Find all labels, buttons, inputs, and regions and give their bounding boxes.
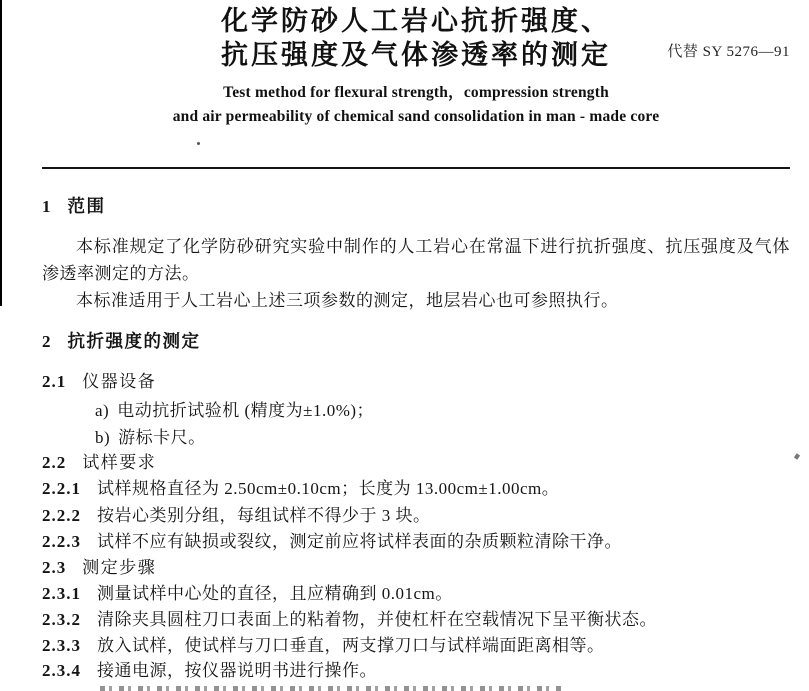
scan-speck [197,142,200,145]
item-2-2-3-text: 试样不应有缺损或裂纹，测定前应将试样表面的杂质颗粒清除干净。 [97,532,622,551]
scan-speck [794,453,800,459]
section-1-paragraph-2: 本标准适用于人工岩心上述三项参数的测定，地层岩心也可参照执行。 [76,291,619,310]
item-2-2-2-number: 2.2.2 [42,506,81,525]
clause-2-2-heading [42,450,790,476]
item-2-3-1-text: 测量试样中心处的直径，且应精确到 0.01cm。 [97,584,453,603]
section-2-heading [42,328,790,355]
scan-edge-artifact [0,0,2,306]
list-item-b-text: 游标卡尺。 [118,428,206,447]
item-2-3-2-text: 清除夹具圆柱刀口表面上的粘着物，并使杠杆在空载情况下呈平衡状态。 [97,610,657,629]
clause-2-3-number: 2.3 [42,558,67,577]
item-2-3-4 [42,658,790,684]
section-1-heading [42,193,790,220]
item-2-3-4-text: 接通电源，按仪器说明书进行操作。 [97,661,377,680]
section-1-number: 1 [42,197,52,216]
header-divider-rule [42,167,790,169]
list-item-a-label: a) [95,401,110,420]
section-1-title: 范围 [67,196,106,216]
document-title-en-line1: Test method for flexural strength，compression strength [223,84,609,101]
item-2-3-3-text: 放入试样，使试样与刀口垂直，两支撑刀口与试样端面距离相等。 [97,636,605,655]
list-item-a-text: 电动抗折试验机 (精度为±1.0%)； [117,401,375,420]
item-2-2-1-number: 2.2.1 [42,479,81,498]
item-2-3-1 [42,581,790,607]
clause-2-2-title: 试样要求 [82,453,157,472]
item-2-3-4-number: 2.3.4 [42,661,81,680]
item-2-3-1-number: 2.3.1 [42,584,81,603]
item-2-2-3-number: 2.2.3 [42,532,81,551]
document-title-cn-line1: 化学防砂人工岩心抗折强度、 [221,6,611,36]
section-1-paragraph-1: 本标准规定了化学防砂研究实验中制作的人工岩心在常温下进行抗折强度、抗压强度及气体渗透率测定的方法。 [42,237,790,283]
clause-2-1-heading [42,369,790,395]
item-2-2-2-text: 按岩心类别分组，每组试样不得少于 3 块。 [97,506,431,525]
document-title-cn-line2: 抗压强度及气体渗透率的测定 [221,40,611,70]
item-2-3-2-number: 2.3.2 [42,610,81,629]
list-item-a [42,398,809,424]
item-2-2-2 [42,503,790,529]
clause-2-1-number: 2.1 [42,372,67,391]
section-2-number: 2 [42,332,52,351]
replaces-standard-code: 代替 SY 5276—91 [667,44,790,60]
item-2-3-3-number: 2.3.3 [42,636,81,655]
item-2-2-3 [42,529,790,555]
item-2-3-2 [42,607,790,633]
clause-2-3-heading [42,555,790,581]
item-2-2-1-text: 试样规格直径为 2.50cm±0.10cm；长度为 13.00cm±1.00cm。 [97,479,560,498]
item-2-3-3 [42,633,790,659]
clause-2-2-number: 2.2 [42,453,67,472]
clause-2-3-title: 测定步骤 [82,558,157,577]
clause-2-1-title: 仪器设备 [82,372,157,391]
clipped-text-row-artifact [100,686,562,691]
item-2-2-1 [42,476,790,502]
section-2-title: 抗折强度的测定 [67,331,201,351]
list-item-b [42,425,809,451]
list-item-b-label: b) [95,428,111,447]
document-title-en-line2: and air permeability of chemical sand consolidation in man - made core [172,108,660,125]
